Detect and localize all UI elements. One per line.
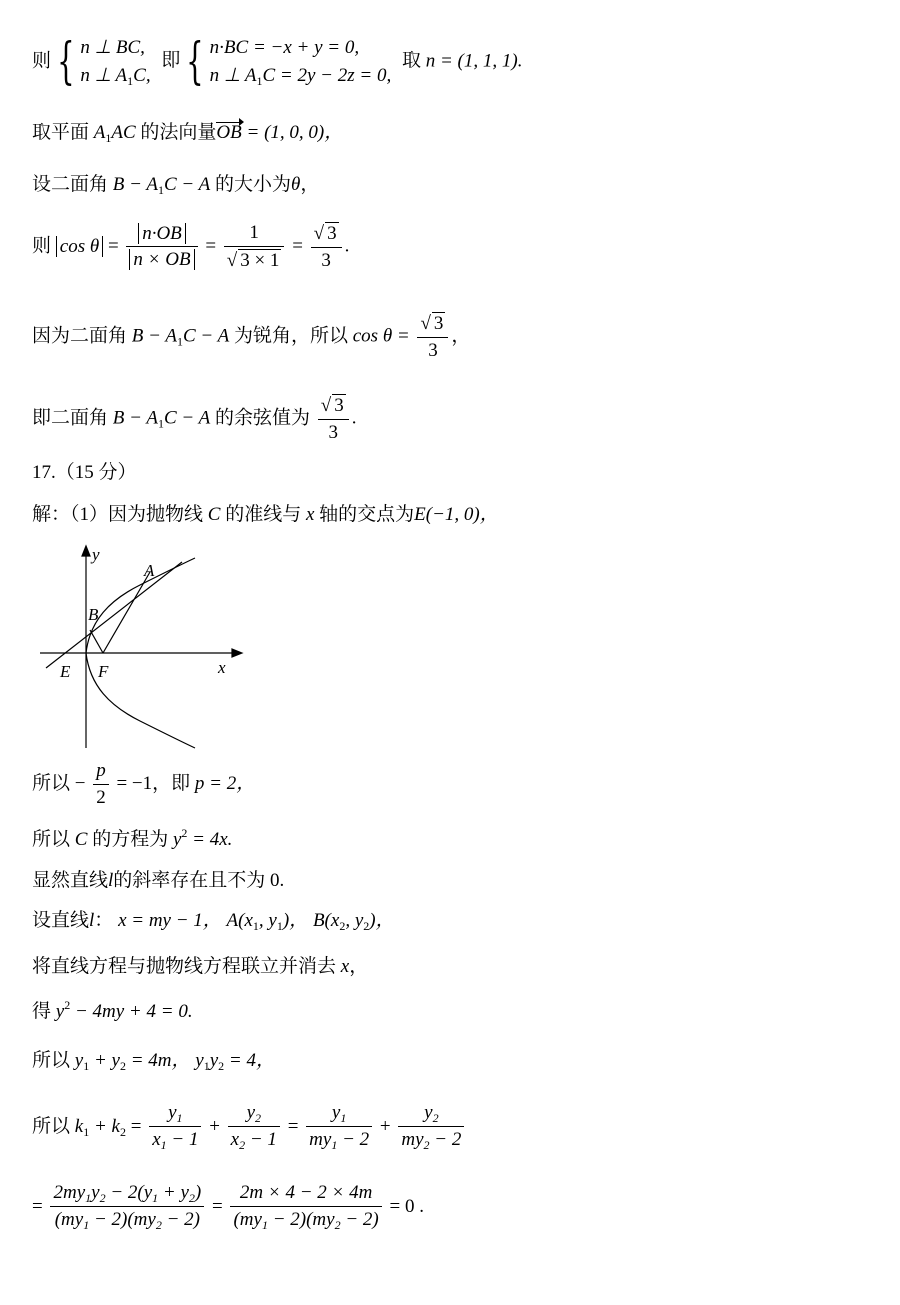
math: B − A [112, 174, 158, 195]
text: 的准线与 [225, 504, 302, 525]
eq-n-perp-bc: n ⊥ BC, [80, 37, 145, 58]
text: 设直线 [32, 910, 90, 931]
frac-num: n·OB [138, 223, 186, 244]
eq-n-perp-a1c: n ⊥ A [80, 64, 128, 86]
text: 取平面 [32, 122, 90, 143]
eq-dot-a1c: n ⊥ A [209, 64, 257, 86]
text: ， [451, 325, 471, 347]
text: 所以 [32, 1115, 71, 1137]
text: = −1，即 [116, 773, 191, 795]
math: A(x [226, 910, 253, 931]
line-16: 所以 $k_1 + k_2$ = $\frac{y_1}{x_1 - 1}$ + $\frac{y_2}{x_2 - 1}$ = $\frac{y_1}{my_1 - 2}$ + $\frac{y_2}{my_2 - 2}$ [32, 1102, 467, 1153]
text: 因为二面角 [32, 325, 128, 347]
result-zero: = 0 . [389, 1195, 424, 1217]
math: )， [369, 910, 395, 931]
text: 的大小为 [214, 174, 291, 195]
line-1 [32, 34, 522, 90]
math: C − A [163, 407, 211, 429]
num: ) [194, 1182, 202, 1203]
math: A [93, 122, 106, 143]
math: x = my − 1， [118, 910, 222, 931]
den: − 2)(my [93, 1209, 156, 1231]
frac-num: 1 [224, 222, 285, 247]
line-10 [32, 826, 232, 852]
exponent: 2 [64, 998, 71, 1012]
label-x: x [218, 658, 226, 677]
line-14 [32, 998, 193, 1024]
num: 2my [53, 1182, 86, 1203]
frac-num: 3 [334, 395, 344, 416]
line-8 [32, 504, 499, 527]
frac-num: 3 [327, 223, 337, 244]
text: 的方程为 [92, 829, 169, 850]
fraction: $\frac{√ 3}{3}$ [318, 394, 349, 445]
math: B(x [312, 910, 340, 931]
math: , y [345, 910, 364, 931]
num: + y [162, 1182, 189, 1203]
left-brace: { [56, 32, 75, 91]
num: − 2(y [110, 1182, 153, 1203]
num: y [91, 1182, 100, 1203]
label-f: F [98, 662, 109, 681]
frac-num: 3 [433, 313, 444, 334]
math: k [74, 1115, 84, 1137]
eq-n-perp-a1c-tail: C, [133, 64, 151, 86]
frac-y2-my2: $\frac{y_2}{my_2 - 2}$ [398, 1102, 464, 1153]
text: ， [349, 956, 369, 977]
label-a: A [144, 561, 155, 580]
math: y [55, 1001, 65, 1022]
eq-dot-bc: n·BC = −x + y = 0, [209, 37, 360, 58]
line-9 [32, 760, 255, 810]
text: 设二面角 [32, 174, 109, 195]
line-6: 即二面角 $B - A_1C - A$ 的余弦值为 $\frac{√ 3}{3}$ . [32, 395, 357, 443]
math: = 4， [228, 1050, 275, 1071]
frac-den: n × OB [129, 249, 194, 270]
line-7-problem-heading [32, 462, 137, 485]
fraction: $\frac{√ 3}{3}$ [417, 312, 448, 363]
math-theta: θ [291, 174, 301, 195]
segment-bf [90, 630, 103, 653]
text: 解：（1）因为抛物线 [32, 504, 204, 525]
text: 的法向量 [140, 122, 217, 143]
math: = 4m， [130, 1050, 191, 1071]
math: x [305, 504, 315, 525]
abs-cos-theta: cos θ [56, 236, 103, 257]
math: C − A [163, 174, 211, 195]
math: cos θ = [352, 325, 410, 347]
frac-y1-my1: $\frac{y_1}{my_1 - 2}$ [306, 1102, 372, 1153]
text-ze: 则 [32, 50, 52, 72]
text: 即二面角 [32, 407, 109, 429]
line-4: 则 cos θ = $\frac{n\cdot OB}{n \times OB}$ = $\frac{1}{√ 3 \times 1}$ = $\frac{√ 3}{3}$ . [32, 222, 350, 271]
vector-ob: OB [216, 122, 242, 143]
num: 2m × 4 − 2 × 4m [230, 1182, 381, 1207]
text-ji: 即 [161, 50, 181, 72]
text: 的余弦值为 [214, 407, 310, 429]
text: 显然直线 [32, 870, 109, 891]
math: + y [93, 1050, 120, 1071]
math: = [130, 1115, 142, 1137]
system-1: n ⊥ BC, n ⊥ $A_1C$, [80, 37, 151, 88]
frac-y2-x2: $\frac{y_2}{x_2 - 1}$ [228, 1102, 280, 1153]
normal-vector-n: n = (1, 1, 1). [425, 50, 523, 72]
fraction-3: $\frac{√ 3}{3}$ [311, 222, 342, 273]
text: 所以 [32, 829, 71, 850]
fraction-final-2: $\frac{2m \times 4 - 2 \times 4m}{(my_1 - 2)(my_2 - 2)}$ [230, 1182, 381, 1232]
line-15: 所以 $y_1 + y_2 = 4m$， $y_1y_2 = 4$， [32, 1050, 275, 1073]
math: )， [282, 910, 309, 931]
text: ， [300, 174, 320, 195]
den: − 2) [166, 1209, 200, 1231]
parabola-curve [86, 558, 195, 653]
system-2: n·BC = −x + y = 0, n ⊥ $A_1C = 2y - 2z = 0$, [209, 37, 392, 88]
text: 为锐角，所以 [233, 325, 348, 347]
frac-den: 3 [328, 421, 338, 443]
label-b: B [88, 605, 99, 624]
text: 则 [32, 235, 52, 257]
y-axis-arrow [82, 546, 90, 556]
frac-y1-x1: $\frac{y_1}{x_1 - 1}$ [149, 1102, 201, 1153]
label-e: E [60, 662, 71, 681]
math: + k [93, 1115, 120, 1137]
den: − 2)(my [272, 1209, 335, 1231]
line-2: 取平面 $A_1AC$ 的法向量OB = (1, 0, 0)， [32, 122, 344, 145]
math: , y [258, 910, 277, 931]
math: = (1, 0, 0)， [246, 122, 344, 143]
text: 将直线方程与抛物线方程联立并消去 [32, 956, 337, 977]
text: 轴的交点为 [319, 504, 415, 525]
fraction-p-over-2 [93, 760, 109, 810]
line-17: = $\frac{2my_1y_2 - 2(y_1 + y_2)}{(my_1 - 2)(my_2 - 2)}$ = $\frac{2m \times 4 - 2 \times 4m}{(my_1 - 2)(my_2 - 2)}$ = 0 . [32, 1182, 424, 1233]
eq-dot-a1c-tail: C = 2y − 2z = 0, [262, 64, 392, 86]
math: l [108, 870, 114, 891]
text: ： [94, 910, 114, 931]
frac-den: 3 × 1 [240, 249, 280, 271]
math: y [195, 1050, 204, 1071]
text: . [351, 407, 357, 429]
problem-number: 17.（15 分） [32, 462, 137, 483]
line-3: 设二面角 $B - A_1C - A$ 的大小为θ， [32, 174, 320, 197]
math: l [89, 910, 95, 931]
left-brace-2: { [186, 32, 204, 91]
den: − 2) [345, 1209, 379, 1231]
x-axis-arrow [232, 649, 242, 657]
label-y: y [92, 545, 100, 564]
math: AC [111, 122, 136, 143]
text: 的斜率存在且不为 0. [113, 870, 285, 891]
line-13 [32, 956, 368, 979]
math: x [340, 956, 350, 977]
fraction-2: $\frac{1}{√ 3 \times 1}$ [224, 222, 285, 273]
math: B − A [112, 407, 158, 429]
text: 所以 [32, 1050, 71, 1071]
math-point-e: E(−1, 0)， [414, 504, 499, 525]
parabola-figure [30, 540, 250, 755]
frac-den: 2 [96, 786, 106, 808]
exponent: 2 [181, 826, 188, 840]
line-5: 因为二面角 $B - A_1C - A$ 为锐角，所以 cos θ = $\frac{√ 3}{3}$ ， [32, 313, 471, 361]
math: = 4x. [192, 829, 233, 850]
segment-af [103, 572, 150, 653]
line-12: 设直线l： x = my − 1， $A(x_1$, $y_1$)， $B(x_2$, $y_2$)， [32, 910, 395, 933]
den: (my [54, 1209, 84, 1231]
math: p = 2， [194, 773, 256, 795]
math: y [209, 1050, 219, 1071]
den: (my [233, 1209, 262, 1231]
line-11 [32, 870, 284, 893]
math: y [172, 829, 182, 850]
math: C [74, 829, 88, 850]
text: 所以 − [32, 773, 86, 795]
frac-num: p [93, 760, 109, 785]
text-qu: 取 [401, 50, 421, 72]
math: − 4my + 4 = 0. [74, 1001, 193, 1022]
fraction-final-1: $\frac{2my_1y_2 - 2(y_1 + y_2)}{(my_1 - 2)(my_2 - 2)}$ [50, 1182, 204, 1233]
math: C [207, 504, 221, 525]
math: y [74, 1050, 84, 1071]
math: B − A [131, 325, 177, 347]
frac-den: 3 [321, 249, 331, 271]
line-l [46, 562, 182, 668]
frac-den: 3 [428, 339, 438, 361]
fraction-1 [126, 223, 197, 273]
text: 得 [32, 1001, 52, 1022]
math: C − A [182, 325, 230, 347]
